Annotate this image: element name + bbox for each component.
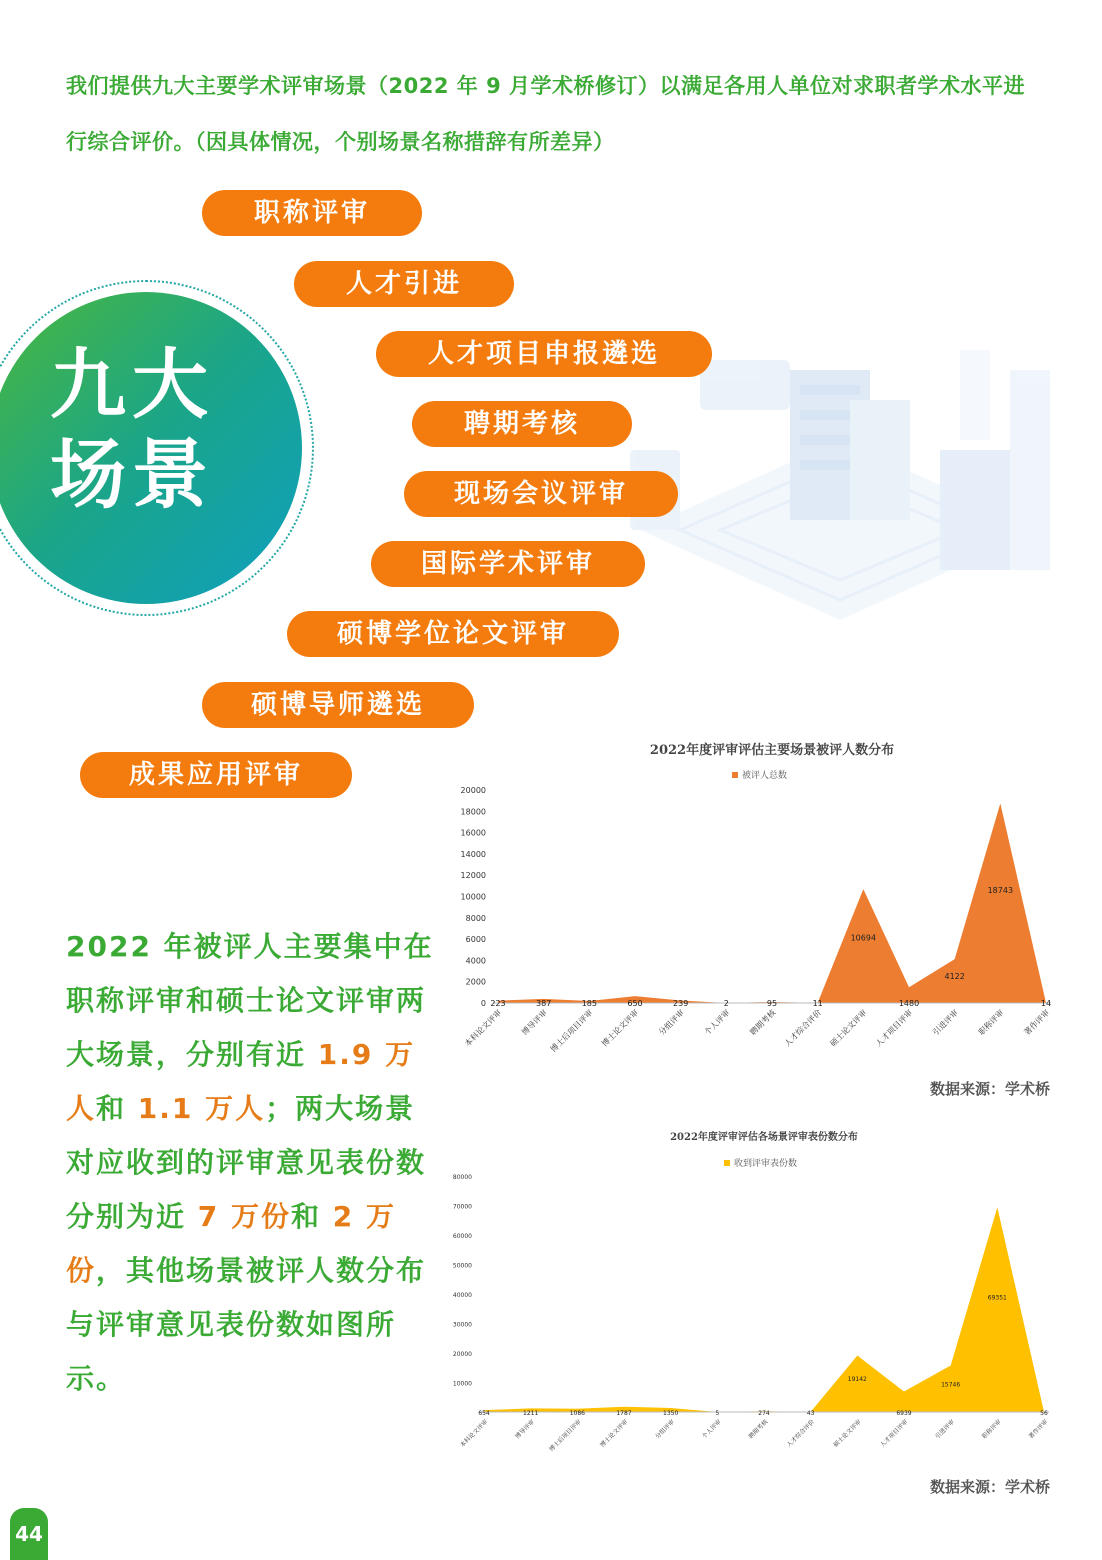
chart2-category-label-2: 博士后项目评审 (548, 1418, 583, 1454)
chart2-data-label-2: 1086 (569, 1410, 585, 1417)
chart1-category-label-3: 博士论文评审 (600, 1008, 641, 1049)
chart1-data-label-2: 185 (581, 999, 597, 1008)
chart1-y-tick-3: 6000 (465, 935, 486, 945)
scene-pill-9: 成果应用评审 (80, 752, 352, 798)
summary-part-4: 和 (290, 1200, 333, 1233)
chart2-data-label-3: 1787 (616, 1410, 632, 1417)
chart2-data-label-8: 19142 (847, 1375, 867, 1383)
chart2-y-tick-7: 80000 (452, 1174, 472, 1181)
summary-part-5: ，其他场景被评人数分布与评审意见表份数如图所示。 (66, 1254, 427, 1395)
scene-pill-8: 硕博导师遴选 (202, 682, 474, 728)
chart1-category-label-10: 引进评审 (931, 1008, 961, 1038)
page-number: 44 (10, 1508, 48, 1560)
chart2-category-label-9: 人才项目评审 (878, 1418, 910, 1449)
chart1-legend-swatch (732, 772, 738, 778)
chart1-source: 数据来源：学术桥 (930, 1080, 1051, 1098)
chart2-data-label-11: 69351 (987, 1294, 1007, 1302)
chart1-data-label-6: 95 (766, 999, 778, 1008)
chart1-data-label-4: 239 (673, 999, 689, 1008)
intro-text (66, 58, 1066, 170)
chart1-data-label-9: 1480 (898, 999, 920, 1008)
chart2-legend-label: 收到评审表份数 (734, 1159, 798, 1169)
intro-line-2: 行综合评价。（因具体情况，个别场景名称措辞有所差异） (66, 130, 615, 154)
chart1-data-label-12: 14 (1040, 999, 1052, 1008)
intro-line-1: 我们提供九大主要学术评审场景（2022 年 9 月学术桥修订）以满足各用人单位对求职者学术水平进 (66, 74, 1025, 98)
scene-pill-6: 国际学术评审 (371, 541, 645, 587)
chart1-category-label-5: 个人评审 (702, 1008, 732, 1038)
chart2-y-tick-2: 30000 (452, 1321, 472, 1329)
chart1-y-tick-5: 10000 (460, 892, 486, 902)
chart2-title: 2022年度评审评估各场景评审表份数分布 (670, 1132, 858, 1143)
summary-part-1: 2022 年被评人主要集中在职称评审和硕士论文评审两大场景，分别有近 (66, 930, 434, 1071)
scene-pill-3: 人才项目申报遴选 (376, 331, 712, 377)
circle-title (50, 340, 250, 520)
chart2-source: 数据来源：学术桥 (930, 1478, 1051, 1496)
chart2-data-label-10: 15746 (941, 1381, 961, 1389)
chart2-category-label-0: 本科论文评审 (458, 1418, 490, 1449)
chart1-data-label-10: 4122 (944, 971, 965, 981)
chart2-category-label-6: 聘期考核 (747, 1418, 770, 1441)
chart2-data-label-4: 1350 (663, 1410, 679, 1417)
circle-title-line-1: 九大 (50, 340, 214, 429)
chart1-category-label-4: 分组评审 (657, 1008, 687, 1038)
chart1-category-label-6: 聘期考核 (748, 1008, 778, 1038)
chart2-data-label-5: 5 (715, 1410, 720, 1417)
chart2-y-tick-0: 10000 (452, 1380, 472, 1388)
summary-text (66, 920, 436, 1406)
chart2-category-label-5: 个人评审 (700, 1418, 723, 1441)
chart2-category-label-12: 著作评审 (1027, 1418, 1050, 1441)
chart2-legend-swatch (724, 1160, 730, 1166)
chart-assessee-count (450, 730, 1060, 1070)
chart1-data-label-1: 387 (536, 999, 552, 1008)
chart1-y-tick-8: 16000 (460, 828, 486, 838)
chart2-category-label-11: 职称评审 (980, 1418, 1003, 1441)
chart2-y-tick-3: 40000 (452, 1292, 472, 1299)
chart1-y-tick-0: 0 (480, 999, 486, 1008)
scene-pill-2: 人才引进 (294, 261, 514, 307)
chart1-category-label-7: 人才综合评价 (782, 1008, 824, 1049)
chart1-y-tick-10: 20000 (460, 786, 486, 795)
summary-part-3: ；两大场景对应收到的评审意见表份数分别为近 (66, 1092, 427, 1233)
chart-review-form-count (450, 1122, 1060, 1472)
chart2-y-tick-6: 70000 (452, 1203, 472, 1211)
chart1-y-tick-9: 18000 (460, 807, 486, 817)
summary-highlight-4: 2 万份 (66, 1200, 396, 1287)
chart1-title: 2022年度评审评估主要场景被评人数分布 (649, 743, 895, 758)
chart2-category-label-3: 博士论文评审 (598, 1418, 630, 1449)
chart1-y-tick-7: 14000 (460, 849, 486, 859)
summary-highlight-2: 1.1 万人 (137, 1092, 266, 1125)
chart1-y-tick-2: 4000 (465, 956, 486, 966)
chart1-category-label-9: 人才项目评审 (874, 1008, 915, 1049)
scene-pill-1: 职称评审 (202, 190, 422, 236)
summary-part-2: 和 (96, 1092, 138, 1125)
chart1-y-tick-4: 8000 (465, 913, 486, 923)
chart2-y-tick-4: 50000 (452, 1262, 472, 1270)
summary-highlight-1: 1.9 万人 (66, 1038, 416, 1125)
chart2-category-label-8: 硕士论文评审 (832, 1418, 863, 1449)
chart1-category-label-11: 职称评审 (976, 1008, 1006, 1038)
chart2-y-tick-1: 20000 (452, 1351, 472, 1358)
chart2-category-label-4: 分组评审 (654, 1418, 677, 1441)
chart1-category-label-2: 博士后项目评审 (548, 1008, 595, 1055)
chart1-category-label-12: 著作评审 (1022, 1008, 1052, 1038)
chart1-category-label-8: 硕士论文评审 (828, 1008, 869, 1049)
chart1-data-label-5: 2 (723, 999, 729, 1008)
circle-title-line-2: 场景 (50, 430, 214, 519)
chart1-data-label-0: 223 (490, 999, 506, 1008)
chart2-data-label-0: 654 (478, 1410, 490, 1417)
chart1-y-tick-1: 2000 (465, 977, 486, 987)
chart2-category-label-7: 人才综合评价 (785, 1418, 817, 1449)
chart2-category-label-10: 引进评审 (934, 1418, 957, 1441)
chart2-category-label-1: 博导评审 (514, 1418, 537, 1441)
chart2-data-label-12: 56 (1040, 1410, 1048, 1417)
summary-highlight-3: 7 万份 (197, 1200, 291, 1233)
scene-pill-5: 现场会议评审 (404, 471, 678, 517)
scene-pill-4: 聘期考核 (412, 401, 632, 447)
chart1-category-label-1: 博导评审 (520, 1008, 550, 1038)
chart2-y-tick-5: 60000 (452, 1233, 472, 1240)
scene-pill-7: 硕博学位论文评审 (287, 611, 619, 657)
chart1-legend-label: 被评人总数 (742, 771, 788, 781)
chart2-data-label-6: 274 (758, 1410, 770, 1417)
chart1-data-label-11: 18743 (987, 886, 1014, 896)
chart1-category-label-0: 本科论文评审 (463, 1008, 504, 1049)
chart1-data-label-3: 650 (627, 999, 643, 1008)
chart1-data-label-8: 10694 (850, 933, 877, 943)
chart2-data-label-1: 1211 (523, 1410, 539, 1417)
chart2-data-label-7: 43 (806, 1410, 815, 1417)
chart1-y-tick-6: 12000 (460, 871, 486, 881)
chart2-data-label-9: 6939 (896, 1410, 912, 1417)
chart1-data-label-7: 11 (812, 999, 823, 1008)
